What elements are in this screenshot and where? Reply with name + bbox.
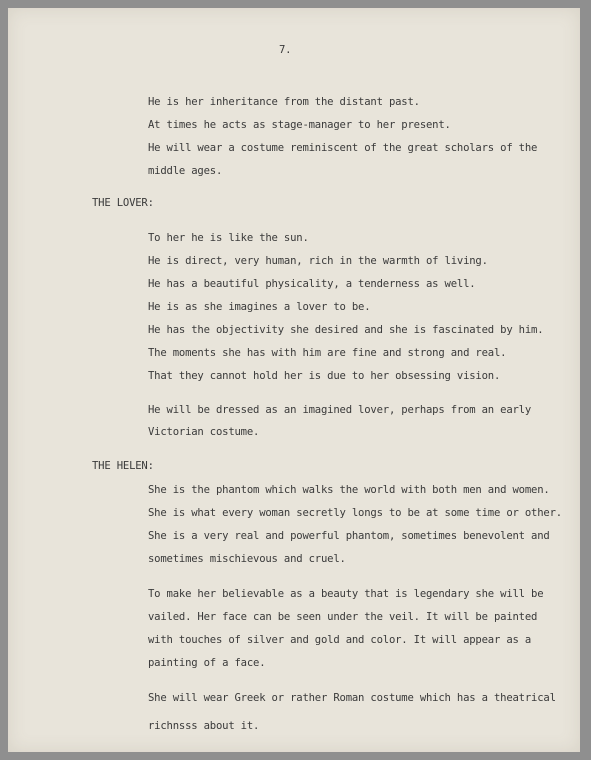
page-number: 7.	[279, 44, 292, 56]
section-heading-lover: THE LOVER:	[92, 197, 154, 209]
text-line: He is her inheritance from the distant past.	[148, 96, 420, 108]
text-line: richnsss about it.	[148, 720, 260, 732]
text-line: He will wear a costume reminiscent of the great scholars of the	[148, 142, 538, 154]
text-line: To make her believable as a beauty that is legendary she will be	[148, 588, 544, 600]
text-line: She is a very real and powerful phantom, sometimes benevolent and	[148, 530, 550, 542]
text-line: She will wear Greek or rather Roman costume which has a theatrical	[148, 692, 556, 704]
text-line: vailed. Her face can be seen under the veil. It will be painted	[148, 611, 538, 623]
text-line: That they cannot hold her is due to her obsessing vision.	[148, 370, 501, 382]
section-heading-helen: THE HELEN:	[92, 460, 154, 472]
text-line: with touches of silver and gold and color. It will appear as a	[148, 634, 532, 646]
text-line: He is direct, very human, rich in the warmth of living.	[148, 255, 488, 267]
text-line: She is what every woman secretly longs to be at some time or other.	[148, 507, 562, 519]
text-line: He has the objectivity she desired and she is fascinated by him.	[148, 324, 544, 336]
text-line: She is the phantom which walks the world with both men and women.	[148, 484, 550, 496]
text-line: He will be dressed as an imagined lover, perhaps from an early	[148, 404, 532, 416]
text-line: He has a beautiful physicality, a tenderness as well.	[148, 278, 476, 290]
typed-page	[8, 8, 580, 752]
text-line: At times he acts as stage-manager to her present.	[148, 119, 451, 131]
text-line: painting of a face.	[148, 657, 266, 669]
text-line: sometimes mischievous and cruel.	[148, 553, 346, 565]
text-line: middle ages.	[148, 165, 223, 177]
text-line: To her he is like the sun.	[148, 232, 309, 244]
text-line: The moments she has with him are fine and strong and real.	[148, 347, 507, 359]
text-line: Victorian costume.	[148, 426, 260, 438]
text-line: He is as she imagines a lover to be.	[148, 301, 371, 313]
